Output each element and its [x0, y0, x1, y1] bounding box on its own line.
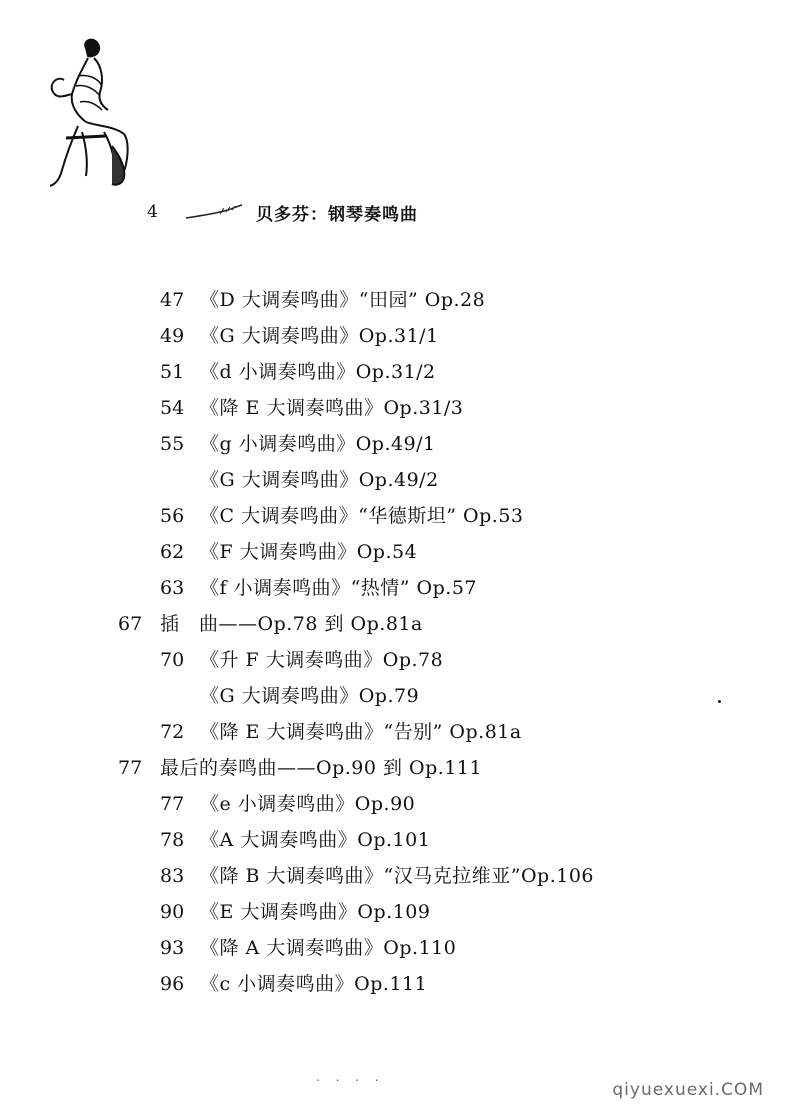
toc-page-number: 70: [160, 649, 185, 671]
toc-sonata-title: 《降 B 大调奏鸣曲》“汉马克拉维亚”Op.106: [200, 865, 595, 887]
toc-page-number: 55: [160, 433, 185, 455]
page-number: 4: [147, 202, 158, 222]
toc-sonata-title: 《G 大调奏鸣曲》Op.79: [200, 685, 420, 707]
toc-page-number: 56: [160, 505, 185, 527]
toc-sonata-title: 《e 小调奏鸣曲》Op.90: [200, 793, 416, 815]
toc-page-number: 54: [160, 397, 185, 419]
toc-section-title: 最后的奏鸣曲——Op.90 到 Op.111: [160, 757, 483, 779]
toc-sonata-title: 《E 大调奏鸣曲》Op.109: [200, 901, 431, 923]
toc-page-number: 67: [118, 613, 143, 635]
toc-page-number: 62: [160, 541, 185, 563]
toc-page-number: 90: [160, 901, 185, 923]
toc-sonata-title: 《F 大调奏鸣曲》Op.54: [200, 541, 418, 563]
toc-page-number: 51: [160, 361, 185, 383]
quill-flourish-icon: [184, 204, 244, 222]
toc-sonata-title: 《G 大调奏鸣曲》Op.31/1: [200, 325, 439, 347]
toc-page-number: 72: [160, 721, 185, 743]
toc-sonata-title: 《d 小调奏鸣曲》Op.31/2: [200, 361, 436, 383]
toc-page-number: 78: [160, 829, 185, 851]
toc-section-title: 插 曲——Op.78 到 Op.81a: [160, 613, 423, 635]
toc-page-number: 63: [160, 577, 185, 599]
toc-page-number: 83: [160, 865, 185, 887]
toc-sonata-title: 《G 大调奏鸣曲》Op.49/2: [200, 469, 439, 491]
toc-sonata-title: 《A 大调奏鸣曲》Op.101: [200, 829, 431, 851]
toc-page-number: 96: [160, 973, 185, 995]
toc-page-number: 77: [118, 757, 143, 779]
toc-sonata-title: 《c 小调奏鸣曲》Op.111: [200, 973, 428, 995]
toc-sonata-title: 《降 E 大调奏鸣曲》“告别” Op.81a: [200, 721, 522, 743]
toc-page-number: 77: [160, 793, 185, 815]
toc-sonata-title: 《C 大调奏鸣曲》“华德斯坦” Op.53: [200, 505, 524, 527]
seated-musician-illustration-icon: [42, 36, 142, 188]
watermark: qiyuexuexi.COM: [612, 1080, 764, 1100]
running-header-title: 贝多芬：钢琴奏鸣曲: [256, 205, 418, 225]
toc-page-number: 47: [160, 289, 185, 311]
toc-sonata-title: 《降 A 大调奏鸣曲》Op.110: [200, 937, 457, 959]
toc-sonata-title: 《升 F 大调奏鸣曲》Op.78: [200, 649, 444, 671]
footer-dots: . . . .: [316, 1070, 385, 1084]
toc-page-number: 93: [160, 937, 185, 959]
toc-sonata-title: 《降 E 大调奏鸣曲》Op.31/3: [200, 397, 464, 419]
stray-mark: [718, 700, 721, 703]
toc-page-number: 49: [160, 325, 185, 347]
running-header: [0, 200, 794, 230]
toc-sonata-title: 《g 小调奏鸣曲》Op.49/1: [200, 433, 436, 455]
toc-sonata-title: 《D 大调奏鸣曲》“田园” Op.28: [200, 289, 486, 311]
toc-sonata-title: 《f 小调奏鸣曲》“热情” Op.57: [200, 577, 477, 599]
